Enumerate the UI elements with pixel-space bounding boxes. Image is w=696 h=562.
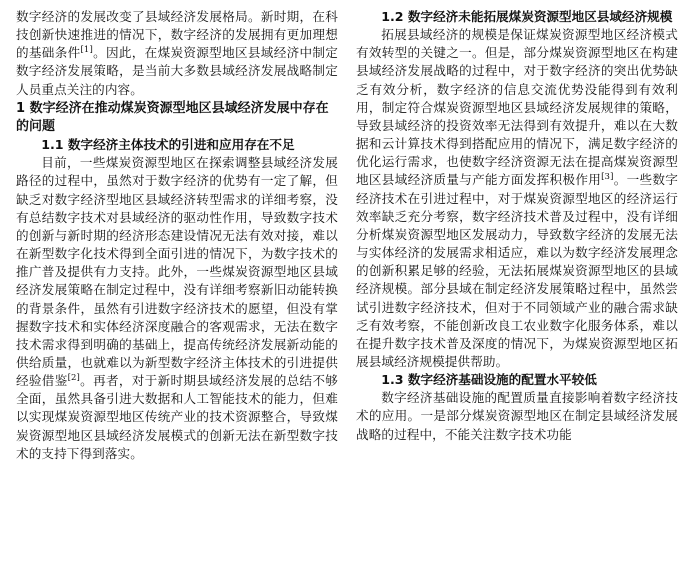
- opening-paragraph: [16, 8, 338, 99]
- body-paragraph-1-2: [356, 26, 678, 371]
- reference-marker-2: [2]: [67, 372, 80, 383]
- reference-marker-3: [3]: [601, 172, 614, 183]
- body-paragraph-1-1: [16, 154, 338, 463]
- left-column: [16, 8, 338, 556]
- right-column: [356, 8, 678, 556]
- body-paragraph-1-1-text: 目前，一些煤炭资源型地区在探索调整县域经济发展路径的过程中，虽然对于数字经济的优势有一定了解，但缺乏对数字经济型地区县域经济转型需求的详细考察，没有总结数字技术对县域经济的驱动性作用，导致数字技术的创新与新时期的经济形态建设情况无法有效对接，难以在新型数字化技术得到全面引进的情况下，为数字技术的推广普及提供有力支持。此外，一些煤炭资源型地区县域经济发展策略在制定过程中，没有详细考察新旧动能转换的背景条件，虽然有引进数字经济技术的愿望，但没有掌握数字技术和实体经济深度融合的客观需求，无法在数字技术需求得到明确的基础上，提高传统经济发展新动能的供给质量，也就难以为新型数字经济主体技术的引进提供经验借鉴: [16, 155, 338, 389]
- two-column-layout: [16, 8, 682, 556]
- body-paragraph-1-2-text: 拓展县域经济的规模是保证煤炭资源型地区经济模式有效转型的关键之一。但是，部分煤炭资源型地区在构建县域经济发展战略的过程中，对于数字经济的突出优势缺乏有效分析，数字经济的信息交流优势没能得到有效利用，制定符合煤炭资源型地区县域经济发展规律的策略，导致县域经济的投资效率无法得到有效提升，难以在大数据和云计算技术得到搭配应用的情况下，满足数字经济的优化运行需求，也使数字经济资源无法在提高煤炭资源型地区县域经济质量与产能方面发挥积极作用: [356, 27, 678, 188]
- body-paragraph-1-1-continuation: 。再者，对于新时期县域经济发展的总结不够全面，虽然具备引进大数据和人工智能技术的能力，但难以实现煤炭资源型地区传统产业的技术资源整合，导致煤炭资源型地区县域经济发展模式的创新无法在新型数字技术的支持下得到落实。: [16, 373, 338, 461]
- opening-paragraph-continuation: 。因此，在煤炭资源型地区县域经济中制定数字经济发展策略，是当前大多数县域经济发展战略制定人员重点关注的内容。: [16, 45, 338, 97]
- subsection-heading-1-3: 1.3 数字经济基础设施的配置水平较低: [381, 372, 597, 388]
- body-paragraph-1-3: 数字经济基础设施的配置质量直接影响着数字经济技术的应用。一是部分煤炭资源型地区在制定县域经济发展战略的过程中，不能关注数字技术功能: [356, 390, 678, 442]
- body-paragraph-1-2-continuation: 。一些数字经济技术在引进过程中，对于煤炭资源型地区的经济运行效率缺乏充分考察，数字经济技术普及过程中，没有详细分析煤炭资源型地区发展动力，导致数字经济的发展无法与实体经济的发展需求相适应，难以为数字经济发展理念的创新积累足够的经验，无法拓展煤炭资源型地区的县域经济规模。部分县域在制定经济发展策略过程中，虽然尝试引进数字经济技术，但对于不同领域产业的融合需求缺乏有效考察，不能创新改良工农业数字化服务体系，难以在提升数字技术普及深度的情况下，为煤炭资源型地区拓展县域经济规模提供帮助。: [356, 172, 678, 369]
- subsection-heading-1-1: 1.1 数字经济主体技术的引进和应用存在不足: [41, 137, 295, 153]
- subsection-heading-1-2: 1.2 数字经济未能拓展煤炭资源型地区县域经济规模: [381, 9, 673, 24]
- opening-paragraph-text: 数字经济的发展改变了县域经济发展格局。新时期，在科技创新快速推进的情况下，数字经济的发展拥有更加理想的基础条件: [16, 9, 338, 61]
- section-heading-1: 1 数字经济在推动煤炭资源型地区县域经济发展中存在的问题: [16, 100, 329, 134]
- reference-marker-1: [1]: [80, 45, 93, 56]
